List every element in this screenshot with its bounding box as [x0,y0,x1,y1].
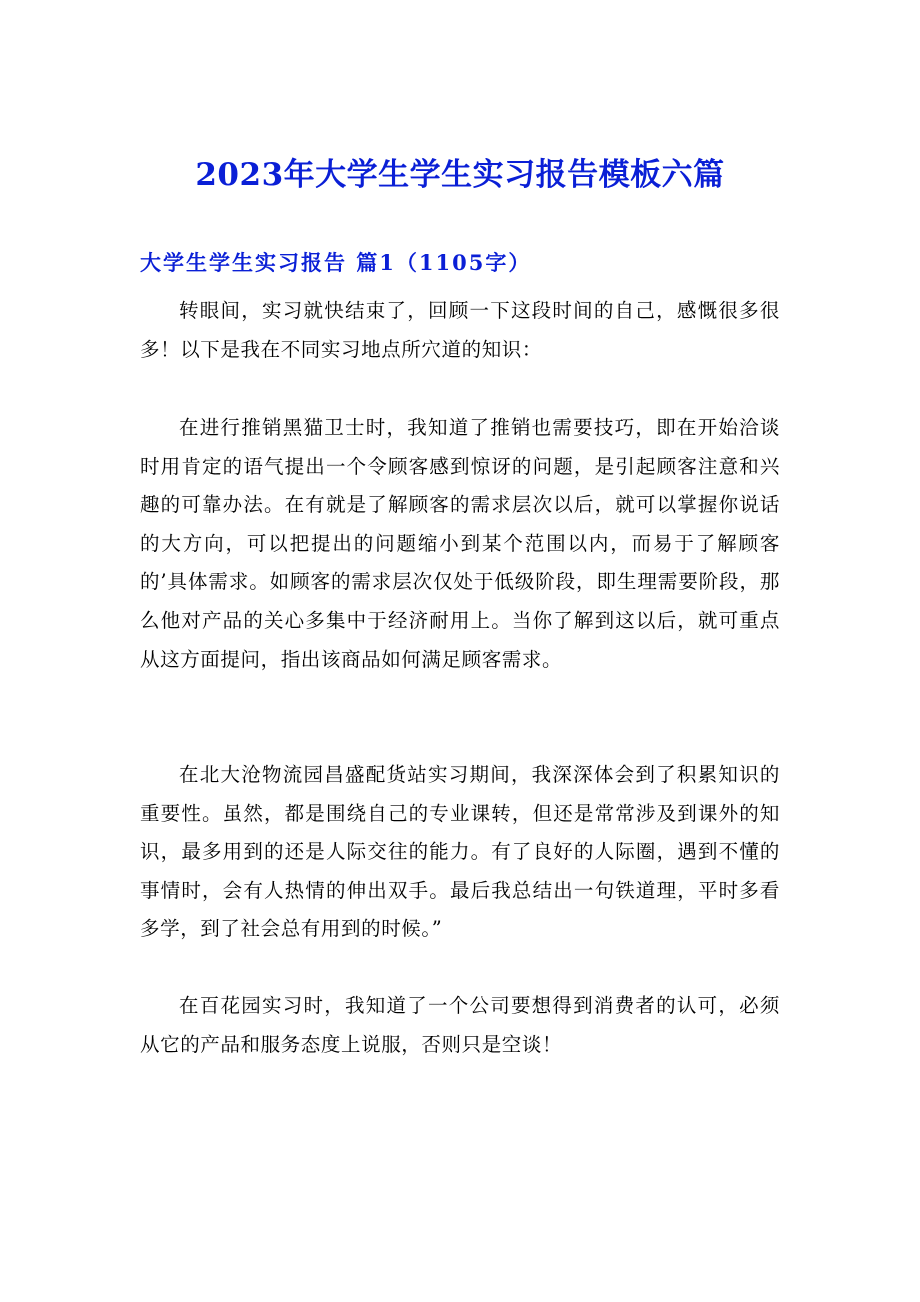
paragraph-logistics-internship: 在北大沧物流园昌盛配货站实习期间，我深深体会到了积累知识的重要性。虽然，都是围绕自己的专业课转，但还是常常涉及到课外的知识，最多用到的还是人际交往的能力。有了良好的人际圈，遇到不懂的事情时，会有人热情的伸出双手。最后我总结出一句铁道理，平时多看多学，到了社会总有用到的时候。” [140,763,780,941]
section-heading: 大学生学生实习报告 篇1（1105字） [140,250,532,276]
paragraph-intro: 转眼间，实习就快结束了，回顾一下这段时间的自己，感慨很多很多！以下是我在不同实习地点所穴道的知识： [140,299,780,361]
document-title: 2023年大学生学生实习报告模板六篇 [195,156,725,193]
paragraph-sales-skills: 在进行推销黑猫卫士时，我知道了推销也需要技巧，即在开始洽谈时用肯定的语气提出一个令顾客感到惊讶的问题，是引起顾客注意和兴趣的可靠办法。在有就是了解顾客的需求层次以后，就可以掌握你说话的大方向，可以把提出的问题缩小到某个范围以内，而易于了解顾客的’具体需求。如顾客的需求层次仅处于低级阶段，即生理需要阶段，那么他对产品的关心多集中于经济耐用上。当你了解到这以后，就可重点从这方面提问，指出该商品如何满足顾客需求。 [140,416,780,671]
paragraph-baihuayuan-internship: 在百花园实习时，我知道了一个公司要想得到消费者的认可，必须从它的产品和服务态度上说服，否则只是空谈！ [140,994,780,1056]
